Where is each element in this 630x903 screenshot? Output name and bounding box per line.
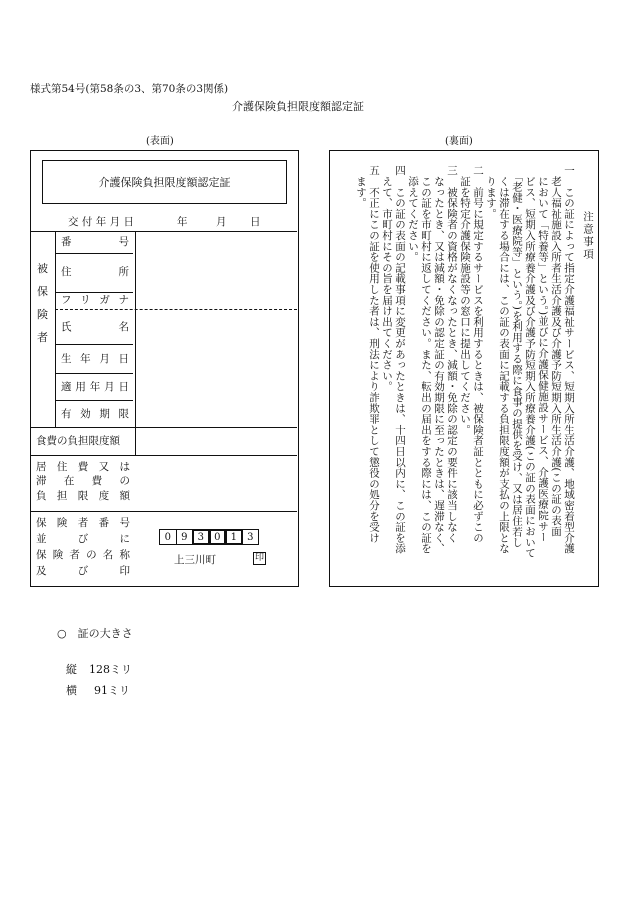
size-title: ○ 証の大きさ	[57, 627, 133, 640]
address-label: 住 所	[61, 266, 129, 278]
height-value: 128ミリ	[89, 663, 132, 676]
form-number: 様式第54号(第58条の3、第70条の3関係)	[30, 83, 229, 95]
notice-column: なったとき、又は減額・免除の認定証の有効期限に至ったときは、遅滞なく、	[433, 165, 445, 554]
notice-column: 五 不正にこの証を使用した者は、刑法により詐欺罪として懲役の処分を受け	[368, 165, 380, 543]
notice-column: 老人福祉施設入所者生活介護及び介護予防短期入所生活介護(この証の表面	[550, 165, 562, 537]
width-value: 91ミリ	[94, 684, 130, 697]
notice-column: ます。	[355, 165, 367, 209]
insurer-code-digit: 3	[192, 529, 210, 545]
card-title: 介護保険負担限度額認定証	[42, 160, 287, 204]
year-unit: 年	[177, 216, 188, 228]
insured-person-label	[37, 263, 48, 343]
issue-date-label: 交 付 年 月 日	[68, 216, 134, 228]
insured-label-char-2: 保	[37, 285, 48, 298]
notice-column: えて、市町村にその旨を届け出てください。	[381, 165, 393, 392]
month-unit: 月	[216, 216, 227, 228]
applied-date-label: 適 用 年 月 日	[61, 381, 129, 393]
notice-column: くは滞在する場合には、この証の表面に記載する負担限度額が支払の上限とな	[498, 165, 510, 554]
insurer-line-4: 及 び 印	[36, 565, 130, 577]
furigana-label: フ リ ガ ナ	[61, 294, 129, 306]
number-label: 番 号	[61, 236, 129, 248]
document-title: 介護保険負担限度額認定証	[232, 100, 364, 113]
insurer-code-boxes	[160, 529, 259, 545]
notice-column: 一 この証によって指定介護福祉サービス、短期入所生活介護、地域密着型介護	[563, 165, 575, 554]
notice-column: この証を市町村に返してください。また、転出の届出をする際には、この証を	[420, 165, 432, 554]
insured-label-char-3: 険	[37, 308, 48, 321]
day-unit: 日	[250, 216, 261, 228]
seal-stamp: 印	[254, 553, 264, 563]
back-card	[329, 150, 599, 587]
insurer-name: 上三川町	[174, 554, 216, 566]
insurer-line-3: 保 険 者 の 名 称	[36, 549, 130, 561]
insured-label-char-4: 者	[37, 331, 48, 344]
insurer-code-digit: 3	[242, 529, 260, 545]
housing-line-1: 居 住 費 又 は	[36, 461, 130, 473]
housing-line-3: 負 担 限 度 額	[36, 490, 130, 502]
notice-column: 証を特定介護保険施設等の窓口に提出してください。	[459, 165, 471, 435]
insured-label-char-1: 被	[37, 262, 48, 275]
notice-column: において「特養等」という。)並びに介護保健施設サービス、介護医療院サー	[537, 165, 549, 543]
notice-column: 四 この証の表面の記載事項に変更があったときは、十四日以内に、この証を添	[394, 165, 406, 554]
width-label: 横	[66, 684, 77, 697]
notice-column: ビス、短期入所療養介護及び介護予防短期入所療養介護(この証の表面において	[524, 165, 536, 559]
insurer-line-2: 並 び に	[36, 533, 130, 545]
food-limit-label: 食費の負担限度額	[36, 435, 120, 447]
notice-column: 三 被保険者の資格がなくなったとき、減額・免除の認定の要件に該当しなく	[446, 165, 458, 543]
notice-column: 二 前号に規定するサービスを利用するときは、被保険者証とともに必ずこの	[472, 165, 484, 543]
notice-column: ります。	[485, 165, 497, 219]
notes-heading: 注意事項	[582, 211, 594, 261]
housing-line-2: 滞 在 費 の	[36, 475, 130, 487]
front-card	[30, 150, 299, 587]
insurer-code-digit: 1	[225, 529, 243, 545]
insurer-line-1: 保 険 者 番 号	[36, 517, 130, 529]
valid-until-label: 有 効 期 限	[61, 408, 129, 420]
insurer-code-digit: 9	[176, 529, 194, 545]
notice-column: 添えてください。	[407, 165, 419, 263]
front-side-label: (表面)	[146, 136, 174, 147]
insurer-code-digit: 0	[209, 529, 227, 545]
insurer-code-digit: 0	[159, 529, 177, 545]
back-side-label: (裏面)	[445, 136, 473, 147]
name-label: 氏 名	[61, 321, 129, 333]
birth-date-label: 生 年 月 日	[61, 353, 129, 365]
height-label: 縦	[66, 663, 77, 676]
notice-column: 「老健・医療院等」という。)を利用する際に食事の提供を受け、又は居住若し	[511, 165, 523, 548]
